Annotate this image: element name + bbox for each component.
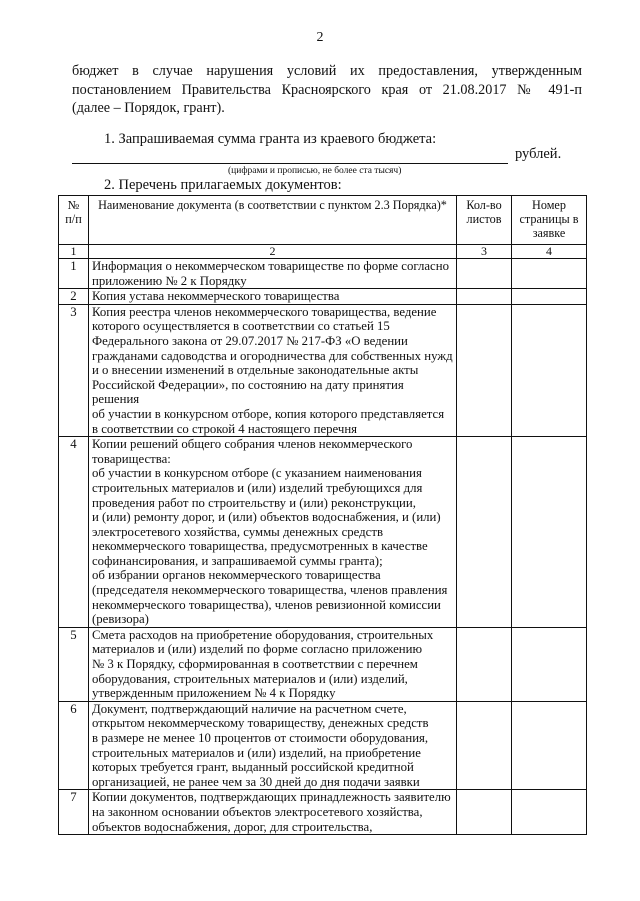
document-name-line: Копия реестра членов некоммерческого товарищества, ведение — [92, 304, 437, 319]
grant-amount-field[interactable] — [72, 148, 508, 164]
sheet-count-cell[interactable] — [457, 259, 512, 289]
document-name-line: которых требуется грант, выданный российской кредитной — [92, 760, 414, 775]
intro-line: бюджет в случае нарушения условий их предоставления, утвержденным — [72, 63, 582, 79]
documents-list-heading: 2. Перечень прилагаемых документов: — [104, 177, 342, 193]
document-name-cell — [89, 289, 457, 305]
page-number-cell[interactable] — [512, 701, 587, 790]
sheet-count-cell[interactable] — [457, 304, 512, 436]
row-number: 5 — [59, 627, 89, 701]
table-row — [59, 701, 587, 790]
document-name-line: в соответствии со строкой 4 настоящего перечня — [92, 421, 358, 436]
page-number-cell[interactable] — [512, 259, 587, 289]
document-name-line: Копии решений общего собрания членов некоммерческого — [92, 437, 413, 452]
currency-label: рублей. — [515, 146, 562, 162]
table-row — [59, 289, 587, 305]
document-name-line: некоммерческого товарищества, предусмотренных в качестве — [92, 539, 428, 554]
column-index: 3 — [457, 245, 512, 259]
column-index: 2 — [89, 245, 457, 259]
document-name-line: объектов водоснабжения, дорог, для строительства, — [92, 819, 373, 834]
document-name-line: в размере не менее 10 процентов от стоимости оборудования, — [92, 731, 429, 745]
document-name-line: и о внесении изменений в отдельные законодательные акты — [92, 363, 419, 378]
document-name-line: строительных материалов и (или) изделий, на приобретение — [92, 745, 421, 760]
row-number: 6 — [59, 701, 89, 790]
row-number: 3 — [59, 304, 89, 436]
document-name-line: открытом некоммерческому товариществу, денежных средств — [92, 716, 429, 731]
grant-amount-heading: 1. Запрашиваемая сумма гранта из краевого бюджета: — [104, 131, 437, 147]
document-name-line: гражданами садоводства и огородничества для собственных нужд — [92, 348, 453, 363]
row-number: 1 — [59, 259, 89, 289]
table-row — [59, 437, 587, 628]
document-name-line: материалов и (или) изделий по форме согласно приложению — [92, 642, 423, 657]
document-name-line: и (или) ремонту дорог, и (или) объектов водоснабжения, и (или) — [92, 510, 441, 525]
table-row — [59, 259, 587, 289]
document-name-line: Федерального закона от 29.07.2017 № 217-ФЗ «О ведении — [92, 333, 408, 348]
document-name-line: (председателя некоммерческого товарищества, членов правления — [92, 583, 448, 598]
column-header-page-number: Номер страницы в заявке — [512, 196, 587, 245]
column-index: 4 — [512, 245, 587, 259]
intro-line: (далее – Порядок, грант). — [72, 100, 225, 116]
row-number: 7 — [59, 790, 89, 835]
document-name-cell — [89, 627, 457, 701]
column-index: 1 — [59, 245, 89, 259]
document-name-line: товарищества: — [92, 451, 171, 466]
document-name-line: оборудования, строительных материалов и (или) изделий, — [92, 671, 408, 686]
document-name-line: об избрании органов некоммерческого товарищества — [92, 568, 381, 583]
page-number-cell[interactable] — [512, 437, 587, 628]
documents-table — [58, 195, 587, 835]
document-name-line: № 3 к Порядку, сформированная в соответствии с перечнем — [92, 657, 418, 672]
document-name-cell — [89, 790, 457, 835]
sheet-count-cell[interactable] — [457, 701, 512, 790]
document-name-line: некоммерческого товарищества), членов ревизионной комиссии — [92, 597, 441, 612]
table-row — [59, 627, 587, 701]
document-name-line: (ревизора) — [92, 612, 149, 627]
sheet-count-cell[interactable] — [457, 790, 512, 835]
document-name-cell — [89, 304, 457, 436]
page-number-cell[interactable] — [512, 289, 587, 305]
column-index-row — [59, 245, 587, 259]
document-name-line: об участии в конкурсном отборе (с указанием наименования — [92, 466, 422, 481]
document-name-line: приложению № 2 к Порядку — [92, 273, 247, 288]
document-name-line: утвержденным приложением № 4 к Порядку — [92, 686, 336, 701]
document-name-line: об участии в конкурсном отборе, копия которого представляется — [92, 406, 445, 421]
column-header-sheet-count: Кол-во листов — [457, 196, 512, 245]
sheet-count-cell[interactable] — [457, 289, 512, 305]
document-name-line: организацией, не ранее чем за 30 дней до дня подачи заявки — [92, 774, 420, 789]
document-name-line: Копия устава некоммерческого товарищества — [92, 289, 340, 304]
intro-paragraph — [72, 62, 582, 118]
document-name-line: строительных материалов и (или) изделий требующихся для — [92, 480, 423, 495]
document-name-line: Копии документов, подтверждающих принадлежность заявителю — [92, 790, 451, 805]
table-header-row — [59, 196, 587, 245]
page-number: 2 — [316, 30, 324, 45]
table-row — [59, 304, 587, 436]
document-name-line: которого осуществляется в соответствии со статьей 15 — [92, 319, 390, 334]
grant-amount-hint: (цифрами и прописью, не более ста тысяч) — [228, 166, 402, 176]
page-number-cell[interactable] — [512, 790, 587, 835]
document-name-cell — [89, 701, 457, 790]
intro-line: постановлением Правительства Красноярского края от 21.08.2017 № 491-п — [72, 81, 582, 98]
document-name-cell — [89, 259, 457, 289]
document-name-line: Информация о некоммерческом товариществе по форме согласно — [92, 259, 449, 273]
page-number-cell[interactable] — [512, 627, 587, 701]
document-name-line: на законном основании объектов электросетевого хозяйства, — [92, 804, 423, 819]
row-number: 2 — [59, 289, 89, 305]
page-number-cell[interactable] — [512, 304, 587, 436]
document-name-line: проведения работ по строительству и (или) реконструкции, — [92, 495, 416, 510]
document-name-line: Российской Федерации», по состоянию на дату принятия решения — [92, 377, 404, 407]
document-name-line: Документ, подтверждающий наличие на расчетном счете, — [92, 701, 407, 716]
column-header-document-name: Наименование документа (в соответствии с пунктом 2.3 Порядка)* — [89, 196, 457, 245]
sheet-count-cell[interactable] — [457, 627, 512, 701]
sheet-count-cell[interactable] — [457, 437, 512, 628]
document-name-cell — [89, 437, 457, 628]
document-name-line: электросетевого хозяйства, суммы денежных средств — [92, 524, 383, 539]
document-name-line: Смета расходов на приобретение оборудования, строительных — [92, 627, 434, 642]
row-number: 4 — [59, 437, 89, 628]
column-header-number: № п/п — [59, 196, 89, 245]
table-row — [59, 790, 587, 835]
document-name-line: софинансирования, и запрашиваемой суммы гранта); — [92, 553, 383, 568]
